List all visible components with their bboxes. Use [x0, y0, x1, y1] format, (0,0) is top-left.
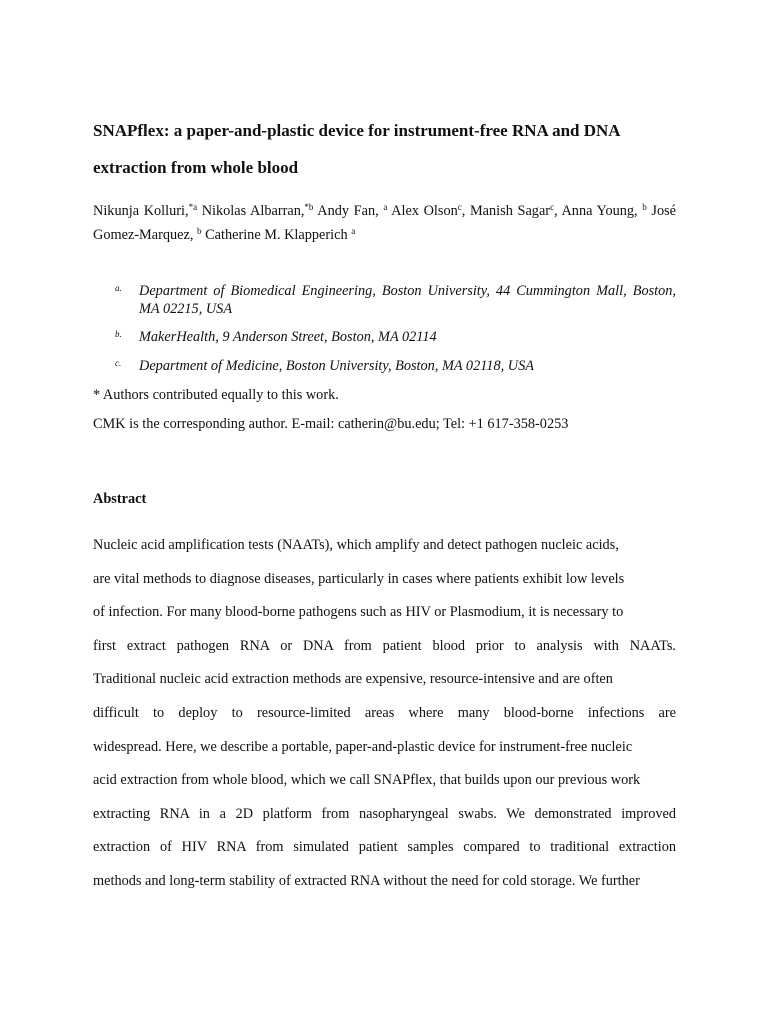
abstract-line: first extract pathogen RNA or DNA from patient blood prior to analysis with NAATs. [93, 637, 676, 654]
affiliation-item [115, 357, 676, 375]
equal-contribution-note: * Authors contributed equally to this work. [93, 387, 339, 403]
author-affiliation-mark: *b [304, 202, 314, 212]
author-name: José Gomez-Marquez, [93, 203, 677, 243]
abstract-line: extraction of HIV RNA from simulated patient samples compared to traditional extraction [93, 839, 676, 856]
paper-title: SNAPflex: a paper-and-plastic device for instrument-free RNA and DNA extraction from whole blood [93, 121, 620, 177]
corresponding-author-note: CMK is the corresponding author. E-mail: catherin@bu.edu; Tel: +1 617-358-0253 [93, 416, 569, 432]
abstract-line: difficult to deploy to resource-limited areas where many blood-borne infections are [93, 704, 676, 721]
abstract-heading: Abstract [93, 491, 147, 507]
abstract-line: acid extraction from whole blood, which we call SNAPflex, that builds upon our previous work [93, 772, 641, 789]
abstract-line: widespread. Here, we describe a portable, paper-and-plastic device for instrument-free nucleic [93, 738, 633, 755]
author-name: Catherine M. Klapperich [201, 226, 352, 243]
author-name: Alex Olson [387, 203, 458, 219]
abstract-line: extracting RNA in a 2D platform from nasopharyngeal swabs. We demonstrated improved [93, 805, 676, 822]
author-name: Nikunja Kolluri, [93, 203, 189, 219]
author-affiliation-mark: b [642, 202, 647, 212]
author-affiliation-mark: *a [188, 202, 198, 212]
abstract-line: of infection. For many blood-borne pathogens such as HIV or Plasmodium, it is necessary to [93, 604, 624, 621]
author-affiliation-mark: c [457, 202, 462, 212]
affiliation-mark: b. [115, 329, 122, 339]
author-affiliation-mark: b [197, 225, 202, 236]
author-name: , Manish Sagar [461, 203, 551, 219]
author-name: Andy Fan, [313, 203, 384, 219]
author-affiliation-mark: a [351, 225, 356, 236]
affiliation-item [115, 282, 676, 318]
abstract-line: Traditional nucleic acid extraction methods are expensive, resource-intensive and are often [93, 671, 613, 688]
author-affiliation-mark: a [383, 202, 388, 212]
affiliation-item [115, 328, 676, 346]
abstract-line: methods and long-term stability of extracted RNA without the need for cold storage. We further [93, 872, 640, 889]
affiliation-text: Department of Medicine, Boston University, Boston, MA 02118, USA [139, 358, 534, 374]
author-affiliation-mark: c [550, 202, 555, 212]
abstract-body [93, 529, 676, 899]
affiliation-text: Department of Biomedical Engineering, Boston University, 44 Cummington Mall, Boston, MA 02215, USA [139, 283, 676, 317]
affiliation-mark: a. [115, 283, 122, 293]
affiliation-mark: c. [115, 358, 122, 368]
abstract-line: are vital methods to diagnose diseases, particularly in cases where patients exhibit low levels [93, 570, 625, 587]
affiliation-text: MakerHealth, 9 Anderson Street, Boston, MA 02114 [139, 329, 437, 345]
author-list [93, 200, 676, 247]
author-name: , Anna Young, [554, 203, 643, 219]
author-name: Nikolas Albarran, [197, 203, 305, 219]
abstract-line: Nucleic acid amplification tests (NAATs), which amplify and detect pathogen nucleic acids, [93, 537, 619, 553]
